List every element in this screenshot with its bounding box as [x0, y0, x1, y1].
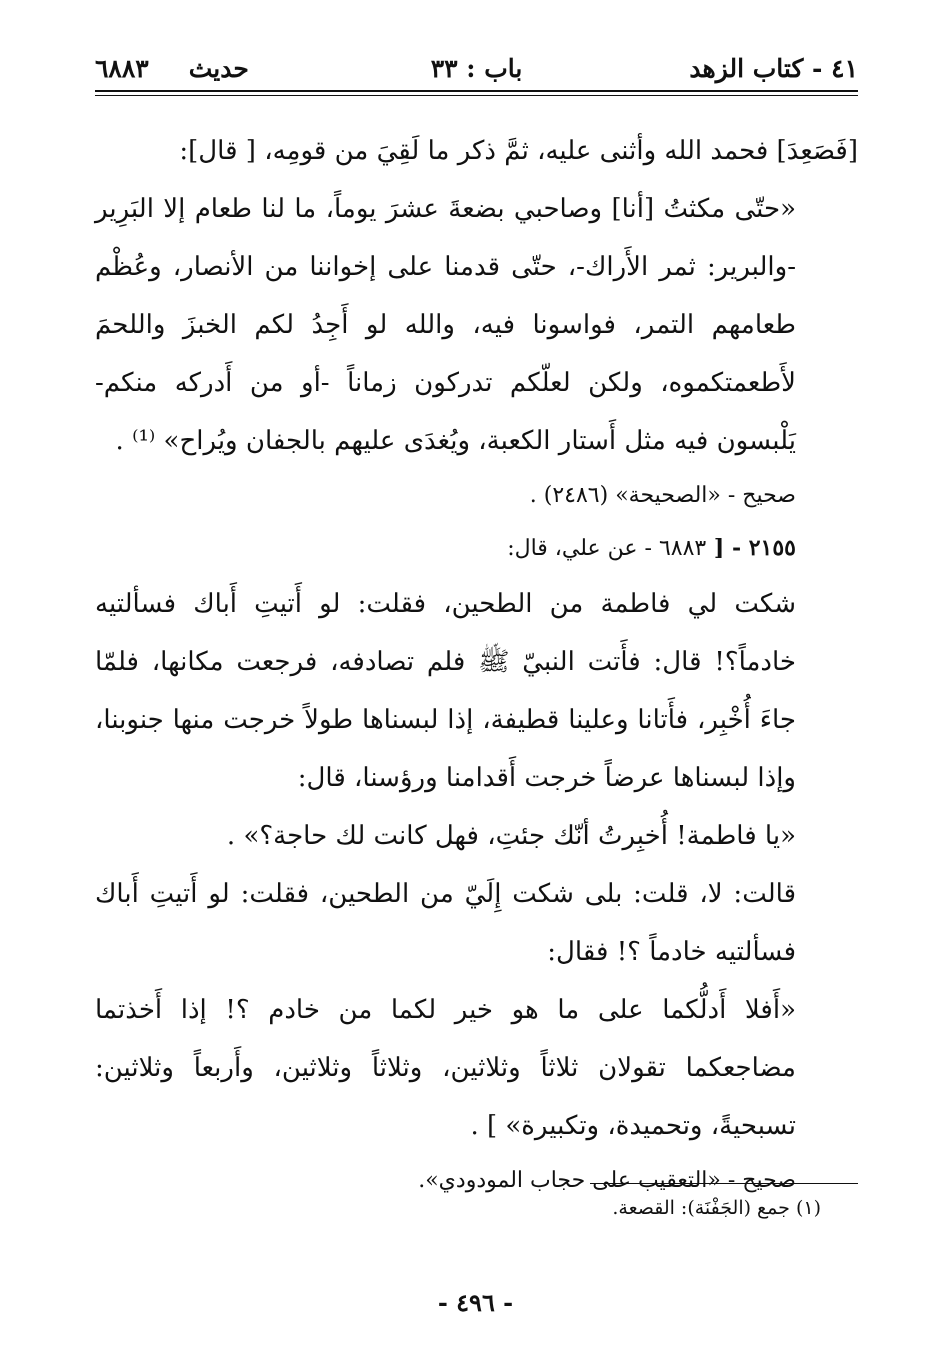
hadith-reference: ٦٨٨٣ - عن علي، قال: — [507, 536, 707, 561]
header-rule-thin — [95, 95, 858, 96]
page-number: - ٤٩٦ - — [437, 1288, 514, 1317]
source-grading-1: صحيح - «الصحيحة» (٢٤٨٦) . — [529, 483, 796, 508]
header-rule-thick — [95, 90, 858, 92]
book-title: ٤١ - كتاب الزهد — [689, 54, 858, 83]
source-grading-2: صحيح - «التعقيب على حجاب المودودي». — [418, 1168, 796, 1193]
paragraph-quote-3: «أَفلا أَدلُّكما على ما هو خير لكما من خادم ؟! إذا أَخذتما مضاجعكما تقولان ثلاثاً وثلاثين، وثلاثاً وثلاثين، وأَربعاً وثلاثين: تسبحيةً، وتحميدة، وتكبيرة» ] . — [95, 995, 796, 1141]
chapter-label: باب : ٣٣ — [430, 54, 523, 83]
paragraph-quote-1: «حتّى مكثتُ [أنا] وصاحبي بضعةَ عشرَ يوماً، ما لنا طعام إلا البَرِير -والبرير: ثمر الأَراك-، حتّى قدمنا على إخواننا من الأنصار، وعُظْم طعامهم التمر، فواسونا فيه، والله لو أَجِدُ لكم الخبزَ واللحمَ لأَطعمتكموه، ولكن لعلّكم تدركون زماناً -أو من أَدركه منكم- يَلْبسون فيه مثل أَستار الكعبة، ويُغدَى عليهم بالجفان ويُراح» ⁽¹⁾ . — [95, 194, 796, 456]
paragraph-intro: [فَصَعِدَ] فحمد الله وأثنى عليه، ثمَّ ذكر ما لَقِيَ من قومِه، [ قال]: — [179, 136, 858, 166]
hadith-range — [95, 52, 249, 86]
page-body — [95, 122, 858, 1207]
running-header — [95, 52, 858, 86]
hadith-label: حديث — [188, 54, 249, 83]
paragraph-reply: قالت: لا، قلت: بلى شكت إِلَيّ من الطحين، فقلت: لو أَتيتِ أَباك فسألتيه خادماً ؟! فقال: — [95, 879, 796, 967]
hadith-number: ٦٨٨٣ — [95, 54, 149, 83]
paragraph-quote-2: «يا فاطمة! أُخبِرتُ أنّك جئتِ، فهل كانت لك حاجة؟» . — [226, 821, 796, 851]
footnote: (١) جمع (الجَفْنَة): القصعة. — [612, 1197, 821, 1219]
paragraph-narration: شكت لي فاطمة من الطحين، فقلت: لو أَتيتِ أَباك فسألتيه خادماً؟! قال: فأَتت النبيّ ﷺ فلم تصادفه، فرجعت مكانها، فلمّا جاءَ أُخْبِر، فأَتانا وعلينا قطيفة، إذا لبسناها طولاً خرجت منها جنوبنا، وإذا لبسناها عرضاً خرجت أَقدامنا ورؤسنا، قال: — [95, 589, 796, 793]
hadith-serial: ٢١٥٥ - [ — [713, 535, 796, 561]
hadith-heading — [95, 522, 858, 575]
footnote-divider — [590, 1183, 858, 1184]
